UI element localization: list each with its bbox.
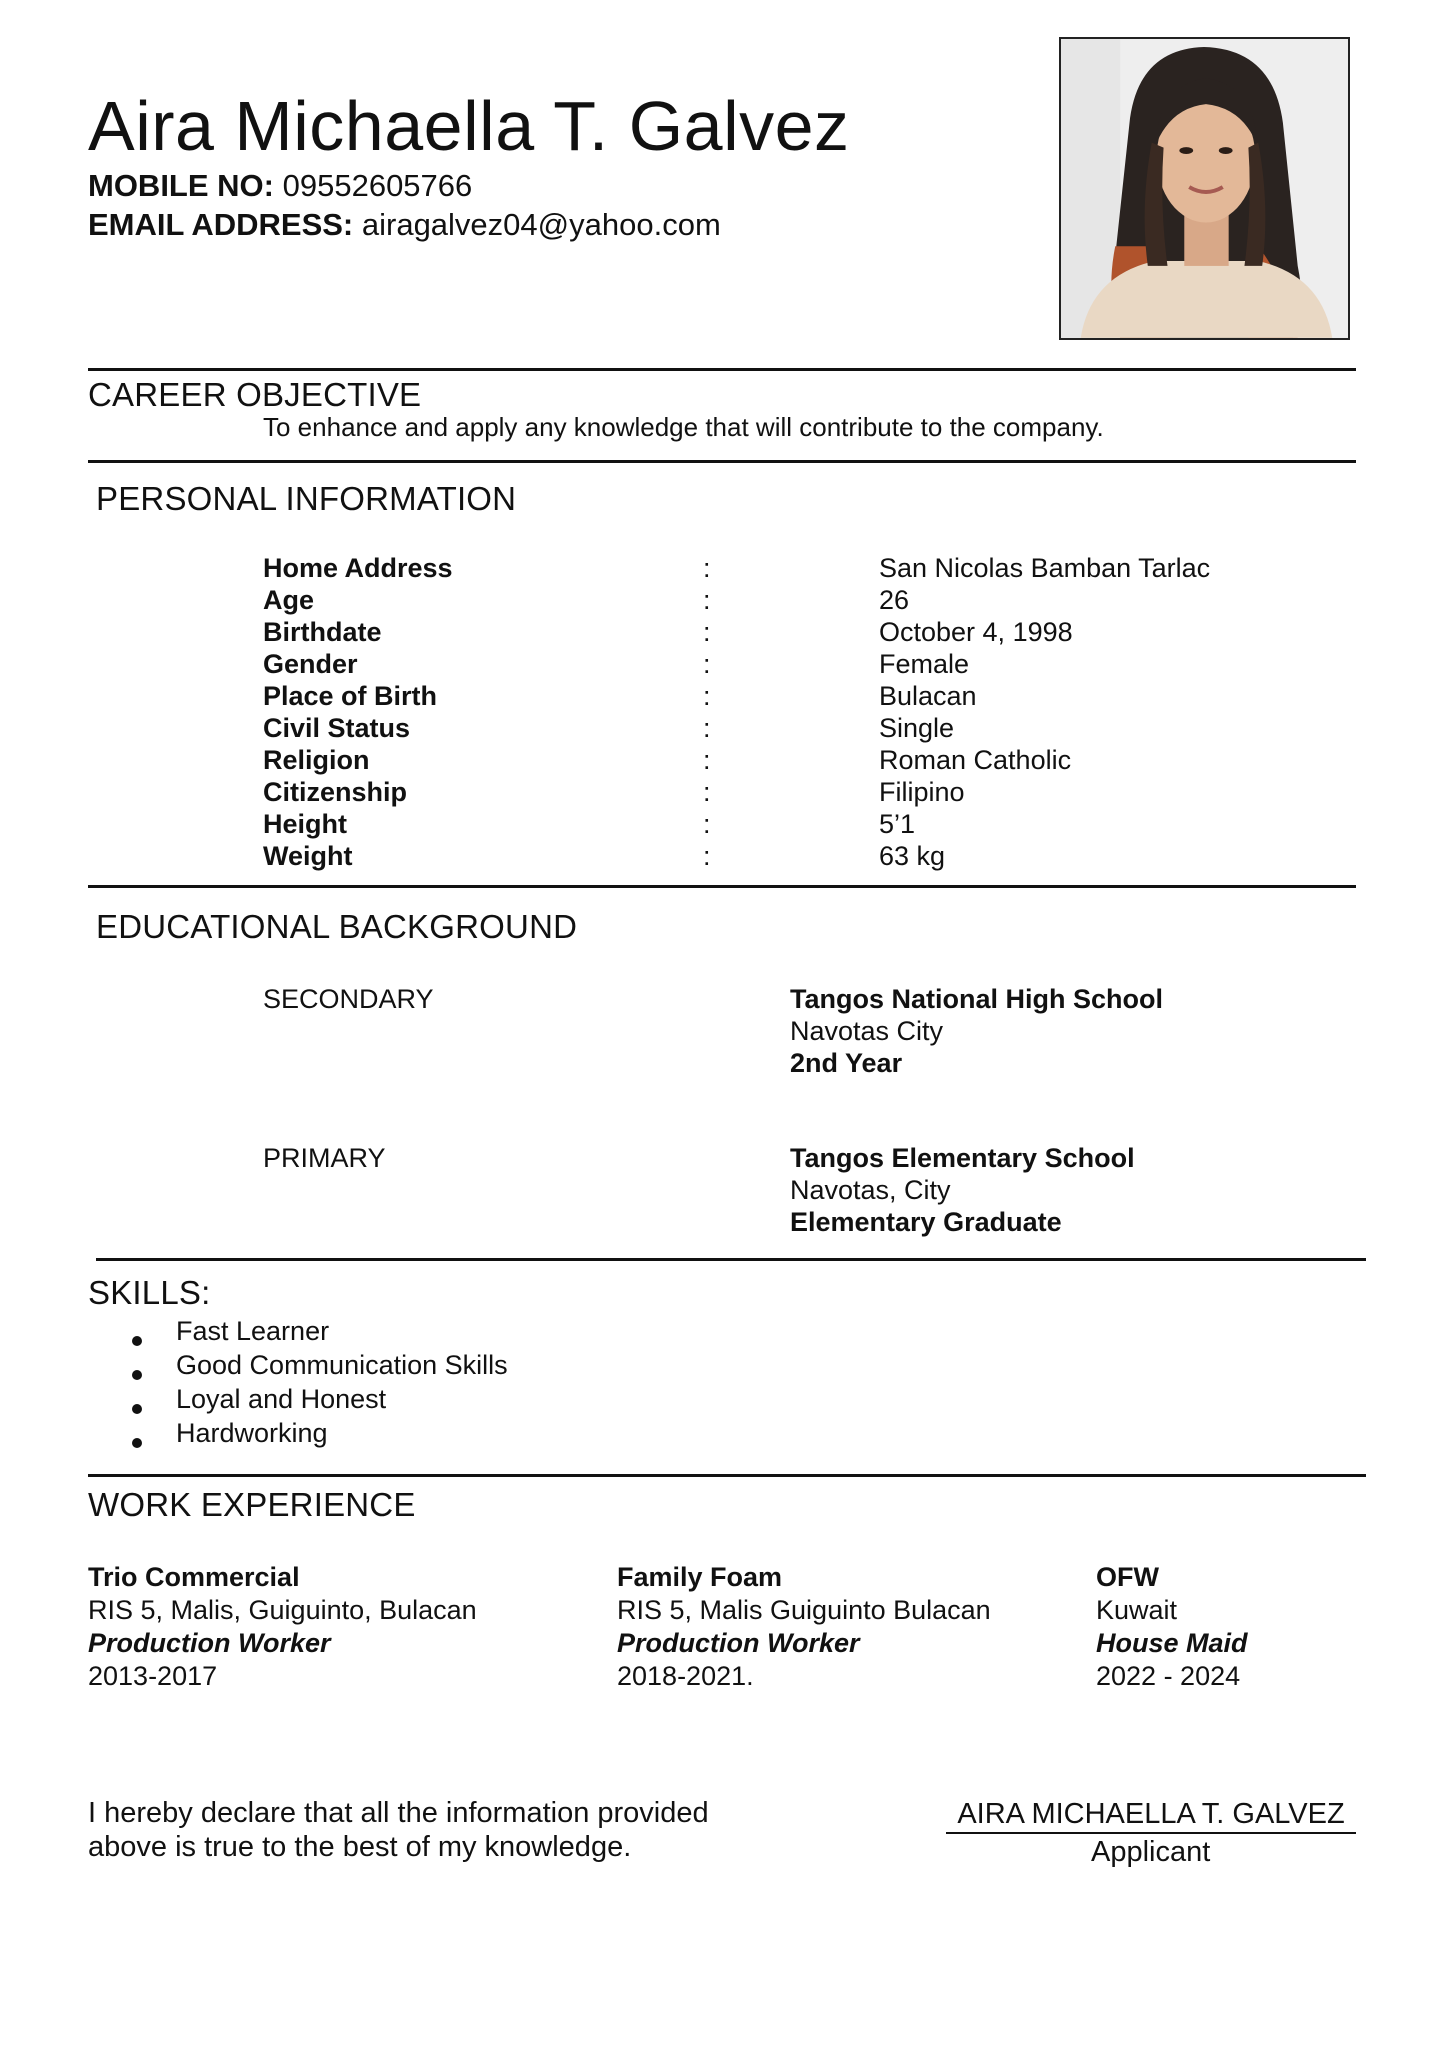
pi-colon: :: [703, 809, 711, 839]
career-objective-title: CAREER OBJECTIVE: [88, 376, 422, 413]
declaration-text: [88, 1796, 788, 1864]
pi-label-gender: Gender: [263, 649, 358, 679]
pi-label-age: Age: [263, 585, 315, 615]
divider: [88, 368, 1356, 371]
pi-value-place-of-birth: Bulacan: [879, 681, 977, 711]
mobile-label: MOBILE NO:: [88, 168, 274, 203]
pi-value-birthdate: October 4, 1998: [879, 617, 1073, 647]
edu-location-primary: Navotas, City: [790, 1175, 951, 1205]
divider: [96, 1258, 1366, 1261]
edu-status-secondary: 2nd Year: [790, 1048, 903, 1078]
work-position: Production Worker: [88, 1628, 331, 1658]
edu-level-secondary: SECONDARY: [263, 984, 434, 1014]
work-company: Family Foam: [617, 1562, 783, 1592]
pi-value-civil-status: Single: [879, 713, 955, 743]
pi-colon: :: [703, 681, 711, 711]
pi-value-height: 5’1: [879, 809, 916, 839]
pi-label-religion: Religion: [263, 745, 370, 775]
pi-label-birthdate: Birthdate: [263, 617, 382, 647]
pi-colon: :: [703, 649, 711, 679]
skill-item: Good Communication Skills: [176, 1350, 508, 1380]
mobile-line: [88, 168, 472, 204]
bullet-icon: [132, 1404, 142, 1414]
pi-value-citizenship: Filipino: [879, 777, 965, 807]
email-line: [88, 207, 721, 243]
signature-name: AIRA MICHAELLA T. GALVEZ: [957, 1798, 1345, 1830]
email-label: EMAIL ADDRESS:: [88, 207, 354, 242]
edu-location-secondary: Navotas City: [790, 1016, 944, 1046]
edu-level-primary: PRIMARY: [263, 1143, 386, 1173]
work-position: House Maid: [1096, 1628, 1248, 1658]
pi-colon: :: [703, 713, 711, 743]
work-address: RIS 5, Malis, Guiguinto, Bulacan: [88, 1595, 477, 1625]
pi-colon: :: [703, 553, 711, 583]
pi-label-civil-status: Civil Status: [263, 713, 411, 743]
work-position: Production Worker: [617, 1628, 860, 1658]
work-address: Kuwait: [1096, 1595, 1178, 1625]
pi-value-religion: Roman Catholic: [879, 745, 1072, 775]
signature-title: Applicant: [1091, 1836, 1211, 1868]
signature-line: [946, 1832, 1356, 1834]
bullet-icon: [132, 1438, 142, 1448]
pi-value-gender: Female: [879, 649, 970, 679]
applicant-name: Aira Michaella T. Galvez: [88, 87, 850, 165]
pi-colon: :: [703, 777, 711, 807]
pi-label-citizenship: Citizenship: [263, 777, 408, 807]
mobile-value: 09552605766: [282, 168, 473, 203]
portrait-image: [1061, 39, 1348, 338]
skill-item: Fast Learner: [176, 1316, 330, 1346]
work-company: Trio Commercial: [88, 1562, 300, 1592]
divider: [88, 460, 1356, 463]
pi-label-place-of-birth: Place of Birth: [263, 681, 438, 711]
skills-title: SKILLS:: [88, 1274, 211, 1311]
declaration-line-2: above is true to the best of my knowledge.: [88, 1831, 632, 1863]
edu-school-secondary: Tangos National High School: [790, 984, 1164, 1014]
pi-colon: :: [703, 617, 711, 647]
pi-value-home-address: San Nicolas Bamban Tarlac: [879, 553, 1211, 583]
work-experience-title: WORK EXPERIENCE: [88, 1486, 416, 1523]
divider: [88, 885, 1356, 888]
pi-label-height: Height: [263, 809, 347, 839]
education-title: EDUCATIONAL BACKGROUND: [96, 908, 578, 945]
bullet-icon: [132, 1336, 142, 1346]
pi-value-weight: 63 kg: [879, 841, 946, 871]
applicant-photo: [1059, 37, 1350, 340]
work-years: 2022 - 2024: [1096, 1661, 1241, 1691]
work-company: OFW: [1096, 1562, 1159, 1592]
pi-label-weight: Weight: [263, 841, 353, 871]
divider: [88, 1474, 1366, 1477]
pi-label-home-address: Home Address: [263, 553, 453, 583]
pi-colon: :: [703, 585, 711, 615]
edu-status-primary: Elementary Graduate: [790, 1207, 1062, 1237]
skill-item: Loyal and Honest: [176, 1384, 387, 1414]
work-years: 2013-2017: [88, 1661, 218, 1691]
pi-colon: :: [703, 745, 711, 775]
pi-value-age: 26: [879, 585, 910, 615]
email-value: airagalvez04@yahoo.com: [361, 207, 721, 242]
work-years: 2018-2021.: [617, 1661, 754, 1691]
work-address: RIS 5, Malis Guiguinto Bulacan: [617, 1595, 991, 1625]
bullet-icon: [132, 1370, 142, 1380]
declaration-line-1: I hereby declare that all the information provided: [88, 1797, 709, 1829]
edu-school-primary: Tangos Elementary School: [790, 1143, 1135, 1173]
personal-info-title: PERSONAL INFORMATION: [96, 480, 517, 517]
career-objective-text: To enhance and apply any knowledge that will contribute to the company.: [263, 412, 1104, 442]
pi-colon: :: [703, 841, 711, 871]
skill-item: Hardworking: [176, 1418, 328, 1448]
